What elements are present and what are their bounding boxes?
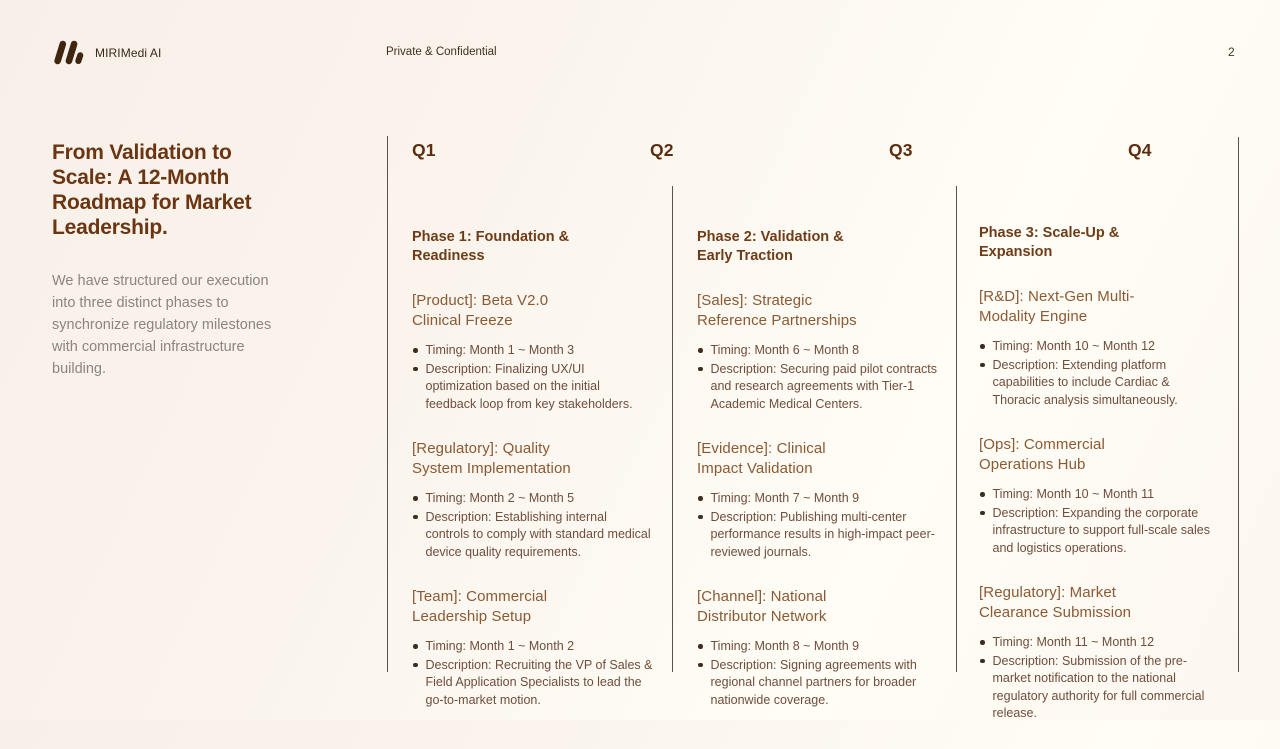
item-timing: Timing: Month 7 ~ Month 9 [710, 491, 860, 505]
bullet-dot-icon [698, 644, 703, 649]
roadmap-item-bullets [697, 638, 945, 709]
roadmap-item [697, 439, 945, 561]
bullet-dot-icon [698, 496, 703, 501]
roadmap-item-bullets [412, 638, 664, 709]
bullet-dot-icon [698, 348, 703, 353]
roadmap-item-bullets [412, 342, 664, 413]
slide-title: From Validation to Scale: A 12-Month Roadmap for Market Leadership. [52, 141, 252, 239]
item-description: Description: Publishing multi-center performance results in high-impact peer-reviewed journals. [710, 509, 935, 559]
roadmap-item-title: [Product]: Beta V2.0 Clinical Freeze [412, 292, 549, 329]
phase-column-1 [412, 228, 664, 735]
bullet-dot-icon [698, 515, 703, 520]
confidential-label: Private & Confidential [386, 46, 497, 58]
quarter-label-q2: Q2 [650, 140, 674, 160]
item-description: Description: Expanding the corporate infrastructure to support full-scale sales and logistics operations. [992, 505, 1210, 555]
roadmap-item-title: [R&D]: Next-Gen Multi-Modality Engine [979, 288, 1135, 325]
phase-title: Phase 2: Validation & Early Traction [697, 229, 844, 264]
item-timing: Timing: Month 11 ~ Month 12 [992, 635, 1155, 649]
roadmap-item-bullets [979, 338, 1231, 409]
roadmap-item-title: [Channel]: National Distributor Network [697, 588, 827, 625]
timeline-divider [1238, 137, 1239, 672]
roadmap-item-title: [Sales]: Strategic Reference Partnerships [697, 292, 857, 329]
bullet-dot-icon [980, 344, 985, 349]
item-timing: Timing: Month 1 ~ Month 3 [425, 343, 575, 357]
timeline-divider [956, 186, 957, 672]
item-description: Description: Signing agreements with regional channel partners for broader nationwide coverage. [710, 657, 917, 707]
bullet-dot-icon [413, 515, 418, 520]
item-timing: Timing: Month 8 ~ Month 9 [710, 639, 860, 653]
roadmap-item [697, 587, 945, 709]
roadmap-item-title: [Ops]: Commercial Operations Hub [979, 436, 1105, 473]
roadmap-item [979, 435, 1231, 557]
phase-title: Phase 3: Scale-Up & Expansion [979, 225, 1120, 260]
roadmap-item-title: [Team]: Commercial Leadership Setup [412, 588, 548, 625]
roadmap-item [412, 587, 664, 709]
bullet-dot-icon [413, 663, 418, 668]
roadmap-item-title: [Regulatory]: Quality System Implementation [412, 440, 571, 477]
page-number: 2 [1228, 45, 1235, 59]
item-description: Description: Extending platform capabilities to include Cardiac & Thoracic analysis simultaneously. [992, 357, 1178, 407]
item-description: Description: Establishing internal controls to comply with standard medical device quality requirements. [425, 509, 651, 559]
bullet-dot-icon [980, 659, 985, 664]
mirimedi-logo-icon [52, 39, 84, 66]
item-timing: Timing: Month 6 ~ Month 8 [710, 343, 860, 357]
bullet-dot-icon [413, 644, 418, 649]
bullet-dot-icon [980, 492, 985, 497]
bullet-dot-icon [698, 367, 703, 372]
phase-column-2 [697, 228, 945, 735]
bullet-dot-icon [980, 363, 985, 368]
roadmap-item-title: [Evidence]: Clinical Impact Validation [697, 440, 826, 477]
quarter-label-q4: Q4 [1128, 140, 1152, 160]
roadmap-item [412, 291, 664, 413]
phase-column-3 [979, 224, 1231, 749]
roadmap-item-bullets [979, 486, 1231, 557]
item-timing: Timing: Month 1 ~ Month 2 [425, 639, 575, 653]
item-timing: Timing: Month 10 ~ Month 11 [992, 487, 1155, 501]
roadmap-item-bullets [697, 490, 945, 561]
roadmap-item [697, 291, 945, 413]
item-timing: Timing: Month 2 ~ Month 5 [425, 491, 575, 505]
bullet-dot-icon [698, 663, 703, 668]
slide-description: We have structured our execution into three distinct phases to synchronize regulatory milestones with commercial infrastructure building. [52, 273, 272, 377]
roadmap-item [979, 287, 1231, 409]
bullet-dot-icon [413, 367, 418, 372]
phase-title: Phase 1: Foundation & Readiness [412, 229, 570, 264]
bullet-dot-icon [980, 511, 985, 516]
timeline-divider [387, 136, 388, 672]
timeline-divider [672, 186, 673, 672]
bullet-dot-icon [413, 496, 418, 501]
item-description: Description: Submission of the pre-market notification to the national regulatory authority for full commercial release. [992, 653, 1205, 720]
roadmap-item-bullets [412, 490, 664, 561]
bullet-dot-icon [980, 640, 985, 645]
roadmap-item [979, 583, 1231, 723]
roadmap-item-bullets [697, 342, 945, 413]
roadmap-item-bullets [979, 634, 1231, 723]
roadmap-item [412, 439, 664, 561]
item-description: Description: Finalizing UX/UI optimization based on the initial feedback loop from key stakeholders. [425, 361, 633, 411]
quarter-label-q3: Q3 [889, 140, 913, 160]
bullet-dot-icon [413, 348, 418, 353]
brand-name: MIRIMedi AI [95, 46, 162, 60]
item-description: Description: Recruiting the VP of Sales & Field Application Specialists to lead the go-to-market motion. [425, 657, 653, 707]
item-description: Description: Securing paid pilot contracts and research agreements with Tier-1 Academic Medical Centers. [710, 361, 938, 411]
roadmap-item-title: [Regulatory]: Market Clearance Submission [979, 584, 1132, 621]
quarter-label-q1: Q1 [412, 140, 436, 160]
item-timing: Timing: Month 10 ~ Month 12 [992, 339, 1155, 353]
